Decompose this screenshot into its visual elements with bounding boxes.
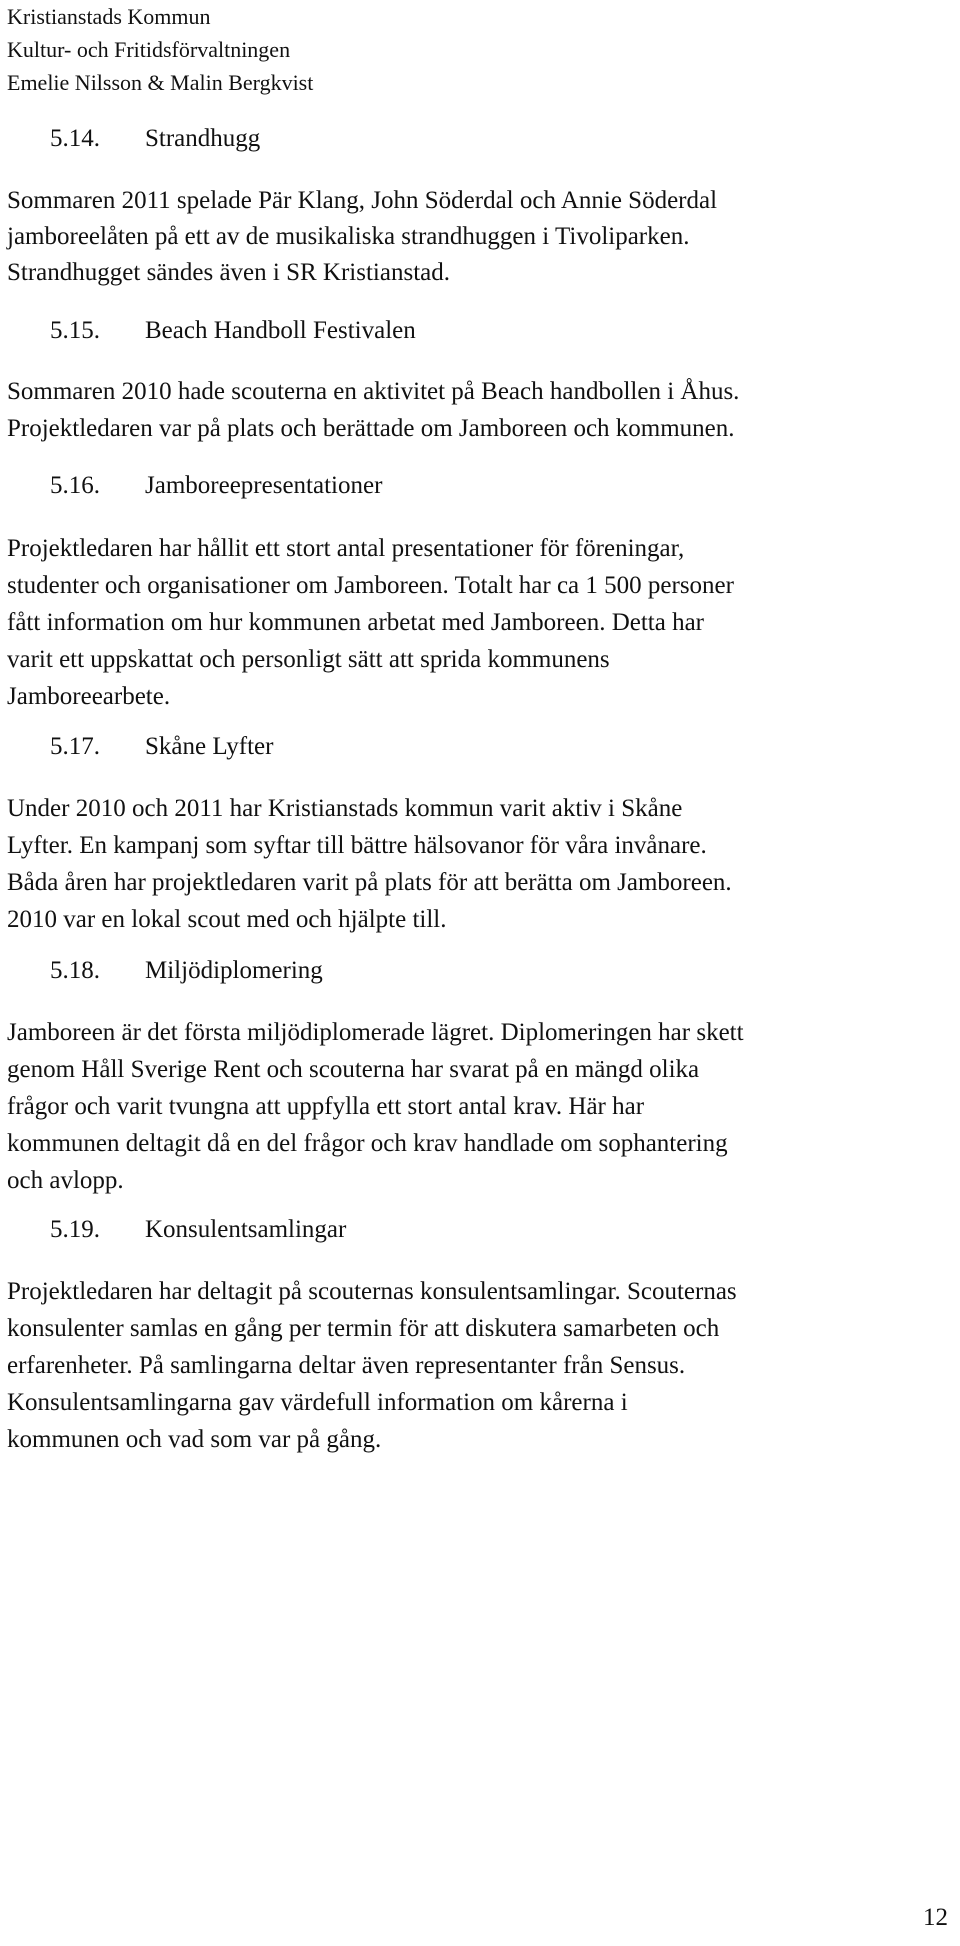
header-authors: Emelie Nilsson & Malin Bergkvist <box>7 70 314 95</box>
section-title: Konsulentsamlingar <box>145 1216 347 1243</box>
paragraph-line: Sommaren 2010 hade scouterna en aktivitet på Beach handbollen i Åhus. <box>7 378 740 405</box>
section-number: 5.17. <box>50 733 100 760</box>
section-paragraph-5-15 <box>7 373 953 447</box>
header-department: Kultur- och Fritidsförvaltningen <box>7 37 291 62</box>
paragraph-line: kommunen deltagit då en del frågor och krav handlade om sophantering <box>7 1130 728 1157</box>
section-heading-5-16 <box>50 471 382 501</box>
paragraph-line: 2010 var en lokal scout med och hjälpte till. <box>7 906 447 933</box>
paragraph-line: Jamboreearbete. <box>7 683 171 710</box>
section-heading-5-19 <box>50 1215 346 1245</box>
paragraph-line: Projektledaren var på plats och berättade om Jamboreen och kommunen. <box>7 415 735 442</box>
paragraph-line: Projektledaren har hållit ett stort antal presentationer för föreningar, <box>7 535 685 562</box>
section-heading-5-17 <box>50 732 273 762</box>
paragraph-line: Sommaren 2011 spelade Pär Klang, John Söderdal och Annie Söderdal <box>7 187 718 214</box>
paragraph-line: Lyfter. En kampanj som syftar till bättre hälsovanor för våra invånare. <box>7 832 707 859</box>
paragraph-line: jamboreelåten på ett av de musikaliska strandhuggen i Tivoliparken. <box>7 223 690 250</box>
paragraph-line: konsulenter samlas en gång per termin för att diskutera samarbeten och <box>7 1315 720 1342</box>
section-heading-5-15 <box>50 316 416 346</box>
paragraph-line: Båda åren har projektledaren varit på plats för att berätta om Jamboreen. <box>7 869 732 896</box>
section-number: 5.15. <box>50 317 100 344</box>
paragraph-line: varit ett uppskattat och personligt sätt att sprida kommunens <box>7 646 610 673</box>
paragraph-line: och avlopp. <box>7 1167 124 1194</box>
paragraph-line: frågor och varit tvungna att uppfylla ett stort antal krav. Här har <box>7 1093 645 1120</box>
section-paragraph-5-19 <box>7 1273 953 1458</box>
paragraph-line: erfarenheter. På samlingarna deltar även representanter från Sensus. <box>7 1352 686 1379</box>
section-heading-5-18 <box>50 956 323 986</box>
section-paragraph-5-16 <box>7 530 953 715</box>
paragraph-line: genom Håll Sverige Rent och scouterna har svarat på en mängd olika <box>7 1056 700 1083</box>
paragraph-line: kommunen och vad som var på gång. <box>7 1426 382 1453</box>
page-header <box>7 0 907 99</box>
header-organization: Kristianstads Kommun <box>7 4 211 29</box>
section-title: Skåne Lyfter <box>145 733 274 760</box>
section-title: Jamboreepresentationer <box>145 472 383 499</box>
paragraph-line: Strandhugget sändes även i SR Kristianstad. <box>7 259 450 286</box>
section-paragraph-5-14 <box>7 183 953 291</box>
section-number: 5.14. <box>50 125 100 152</box>
paragraph-line: studenter och organisationer om Jamboreen. Totalt har ca 1 500 personer <box>7 572 734 599</box>
paragraph-line: Under 2010 och 2011 har Kristianstads kommun varit aktiv i Skåne <box>7 795 683 822</box>
section-number: 5.16. <box>50 472 100 499</box>
section-number: 5.18. <box>50 957 100 984</box>
section-paragraph-5-18 <box>7 1014 953 1199</box>
paragraph-line: Jamboreen är det första miljödiplomerade lägret. Diplomeringen har skett <box>7 1019 744 1046</box>
section-heading-5-14 <box>50 124 260 154</box>
section-paragraph-5-17 <box>7 790 953 938</box>
paragraph-line: fått information om hur kommunen arbetat med Jamboreen. Detta har <box>7 609 704 636</box>
section-title: Strandhugg <box>145 125 261 152</box>
section-number: 5.19. <box>50 1216 100 1243</box>
page-number: 12 <box>923 1904 948 1931</box>
paragraph-line: Projektledaren har deltagit på scouternas konsulentsamlingar. Scouternas <box>7 1278 737 1305</box>
paragraph-line: Konsulentsamlingarna gav värdefull information om kårerna i <box>7 1389 628 1416</box>
section-title: Beach Handboll Festivalen <box>145 317 416 344</box>
section-title: Miljödiplomering <box>145 957 323 984</box>
